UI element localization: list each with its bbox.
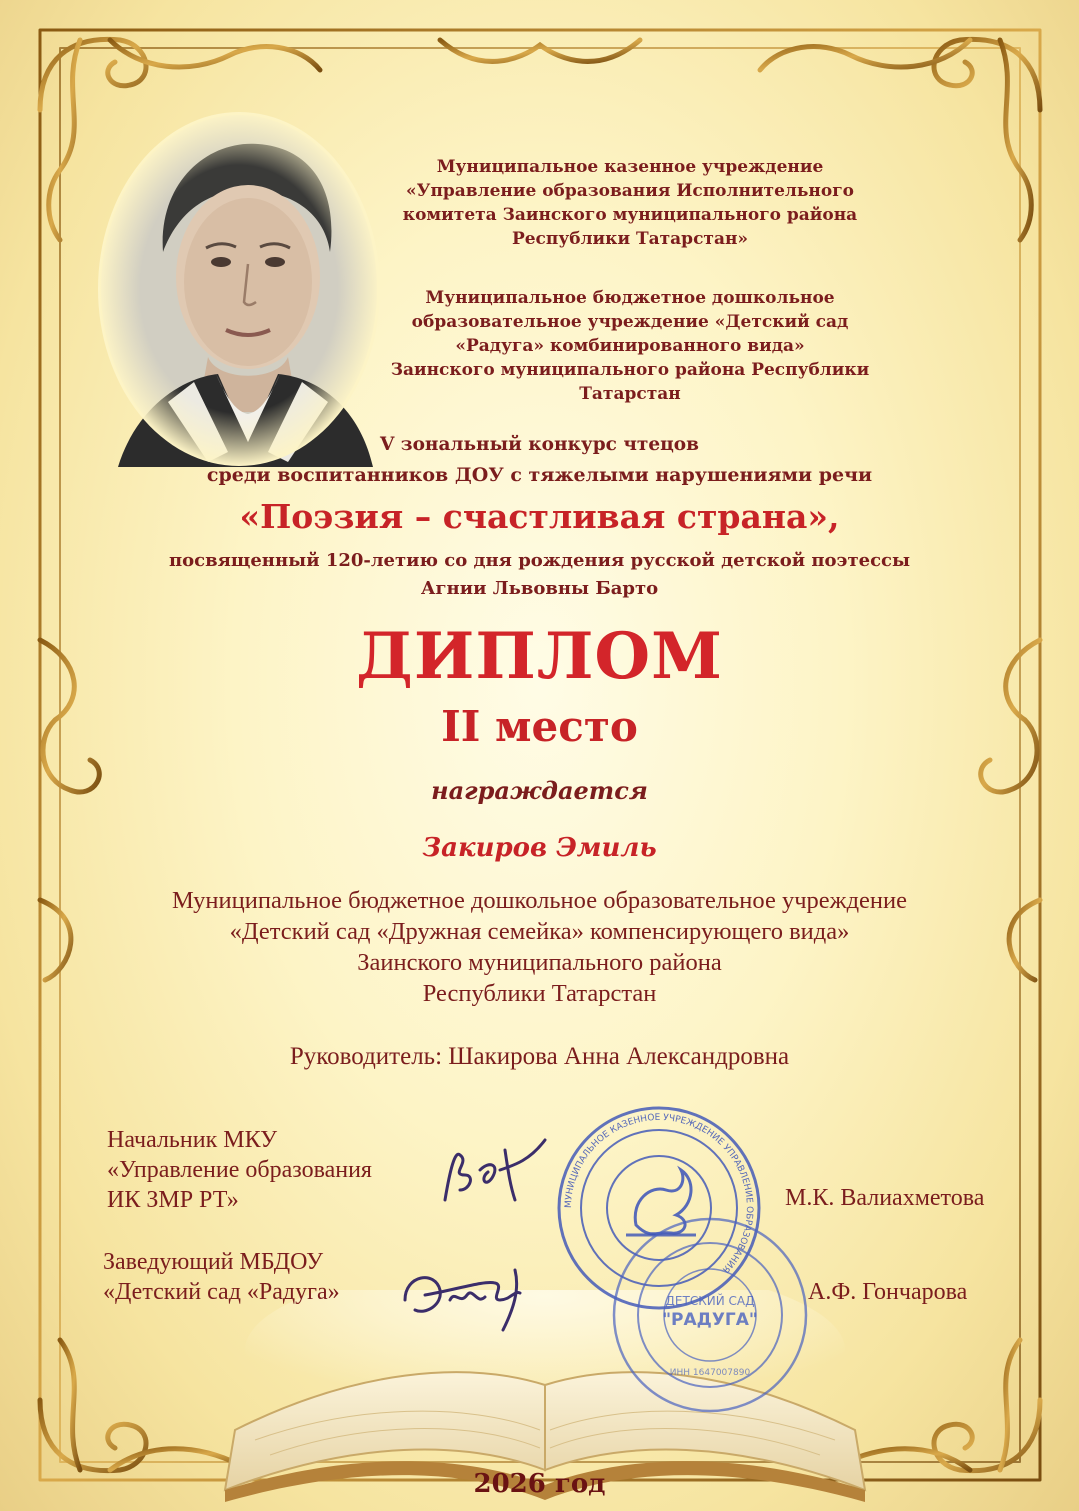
stamp-inn-text: ИНН 1647007890	[669, 1368, 751, 1378]
head1-title-line: Начальник МКУ	[107, 1127, 278, 1153]
organizer-kindergarten	[230, 286, 1030, 406]
head2-title	[103, 1247, 340, 1307]
contest-line: V зональный конкурс чтецов	[379, 434, 700, 455]
institution-line: Заинского муниципального района	[357, 949, 722, 976]
head1-name: М.К. Валиахметова	[785, 1185, 985, 1211]
contest-dedication	[0, 547, 1079, 603]
awarded-label: награждается	[431, 776, 648, 805]
dedication-line: Агнии Львовны Барто	[420, 578, 659, 599]
contest-line: среди воспитанников ДОУ с тяжелыми нарушениями речи	[206, 464, 873, 486]
head1-title-line: «Управление образования	[107, 1157, 372, 1183]
signature-1-image	[430, 1130, 550, 1210]
dedication-line: посвященный 120-летию со дня рождения русской детской поэтессы	[168, 550, 911, 571]
contest-title	[0, 430, 1079, 490]
contest-theme: «Поэзия – счастливая страна»,	[239, 497, 840, 536]
diploma-year: 2026 год	[473, 1469, 606, 1499]
head1-title	[107, 1125, 372, 1215]
winner-name: Закиров Эмиль	[422, 833, 657, 863]
org1-line: «Управление образования Исполнительного	[406, 181, 854, 201]
org1-line: комитета Заинского муниципального района	[402, 205, 858, 225]
leader-line: Руководитель: Шакирова Анна Александровна	[289, 1043, 790, 1070]
head2-title-line: Заведующий МБДОУ	[103, 1249, 324, 1275]
org2-line: Заинского муниципального района Республики	[390, 360, 870, 380]
head2-title-line: «Детский сад «Радуга»	[103, 1279, 340, 1305]
stamp-center-text: ДЕТСКИЙ САД	[665, 1294, 755, 1308]
award-place: II место	[441, 702, 638, 751]
head2-name: А.Ф. Гончарова	[808, 1279, 968, 1305]
institution-line: Республики Татарстан	[422, 980, 657, 1007]
institution-line: Муниципальное бюджетное дошкольное образовательное учреждение	[172, 887, 907, 914]
head1-title-line: ИК ЗМР РТ»	[107, 1187, 239, 1213]
signature-2-image	[395, 1255, 545, 1335]
org2-line: Муниципальное бюджетное дошкольное	[425, 288, 835, 308]
diploma-title: ДИПЛОМ	[356, 619, 723, 694]
organizer-education-department	[230, 155, 1030, 251]
kindergarten-stamp-image	[610, 1215, 810, 1415]
institution-line: «Детский сад «Дружная семейка» компенсирующего вида»	[229, 918, 850, 945]
org2-line: «Радуга» комбинированного вида»	[455, 336, 805, 356]
winner-institution	[0, 885, 1079, 1009]
stamp-ring-text: МУНИЦИПАЛЬНОЕ КАЗЕННОЕ УЧРЕЖДЕНИЕ УПРАВЛЕНИЕ ОБРАЗОВАНИЯ	[563, 1112, 755, 1275]
org1-line: Муниципальное казенное учреждение	[436, 157, 824, 177]
org1-line: Республики Татарстан»	[511, 229, 749, 249]
org2-line: образовательное учреждение «Детский сад	[411, 312, 849, 332]
stamp-name-text: "РАДУГА"	[662, 1310, 758, 1330]
org2-line: Татарстан	[579, 384, 681, 404]
